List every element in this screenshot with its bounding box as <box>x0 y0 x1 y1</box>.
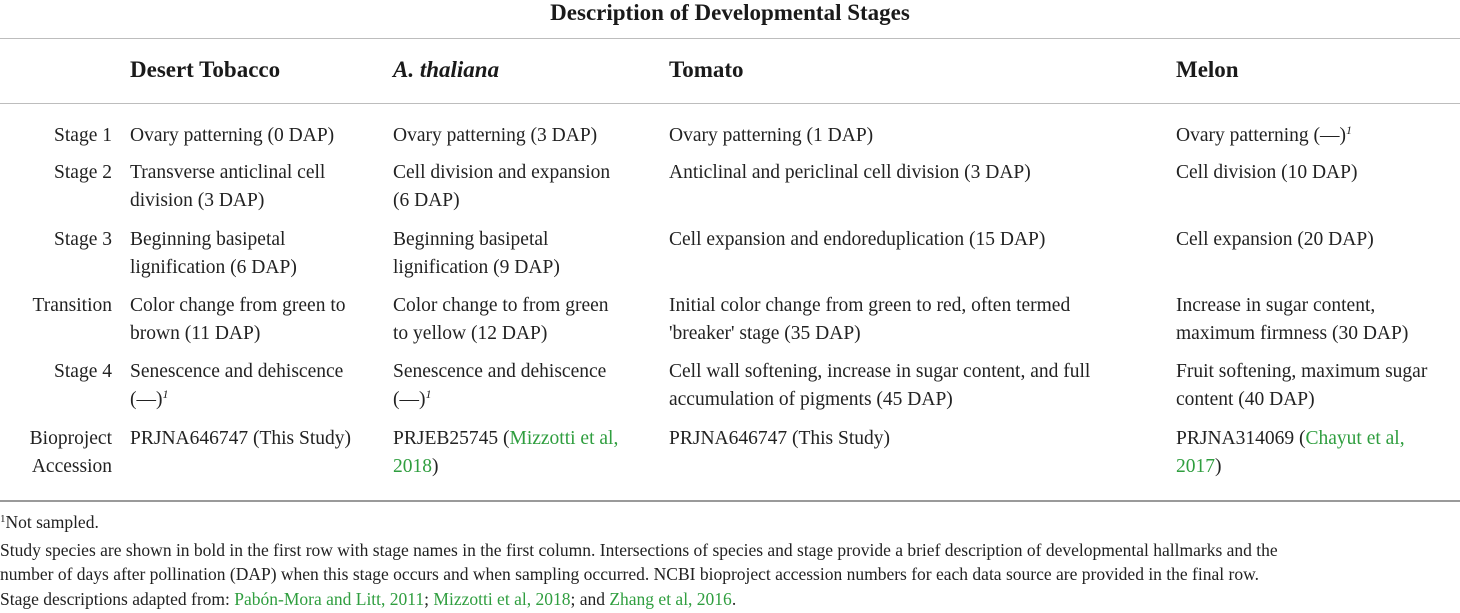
row-transition-label: Transition <box>32 295 112 316</box>
citation-link-chayut-year[interactable]: 2017 <box>1176 456 1215 477</box>
table-description-line-1: Study species are shown in bold in the first row with stage names in the first column. Intersections of species and stage provide a brief description of developmental hallmarks and the <box>0 540 1278 560</box>
header-a-thaliana: A. thaliana <box>393 57 500 82</box>
row-transition-desert-tobacco: Color change from green to brown (11 DAP) <box>130 295 346 344</box>
citation-link-chayut[interactable]: Chayut et al, <box>1305 428 1405 449</box>
row-stage-3-desert-tobacco: Beginning basipetal lignification (6 DAP) <box>130 229 297 278</box>
row-stage-3-a-thaliana: Beginning basipetal lignification (9 DAP) <box>393 229 560 278</box>
row-stage-4-melon: Fruit softening, maximum sugar content (40 DAP) <box>1176 361 1428 410</box>
row-bioproject-a-thaliana: PRJEB25745 (Mizzotti et al, 2018) <box>393 428 619 477</box>
row-stage-2-label: Stage 2 <box>54 162 112 183</box>
row-stage-2-desert-tobacco: Transverse anticlinal cell division (3 DAP) <box>130 162 326 211</box>
row-bioproject-label: Bioproject Accession <box>29 428 112 477</box>
footnote-marker: 1 <box>162 387 169 401</box>
header-melon: Melon <box>1176 57 1239 82</box>
row-stage-3-tomato: Cell expansion and endoreduplication (15 DAP) <box>669 229 1046 250</box>
citation-link-mizzotti-year[interactable]: 2018 <box>393 456 432 477</box>
footnote-marker: 1 <box>425 387 432 401</box>
row-stage-1-label: Stage 1 <box>54 125 112 146</box>
row-stage-1-melon: Ovary patterning (—)$^1$ <box>1176 123 1353 146</box>
row-stage-4-a-thaliana: Senescence and dehiscence (—)$^1$ <box>393 361 607 410</box>
row-transition-melon: Increase in sugar content, maximum firmness (30 DAP) <box>1176 295 1409 344</box>
header-rule <box>0 103 1460 104</box>
row-stage-1-desert-tobacco: Ovary patterning (0 DAP) <box>130 125 335 146</box>
row-stage-3-label: Stage 3 <box>54 229 112 250</box>
table-caption: Description of Developmental Stages <box>550 0 910 25</box>
citation-link-pabon-mora[interactable]: Pabón-Mora and Litt, 2011 <box>234 589 425 609</box>
stage-descriptions-source: Stage descriptions adapted from: Pabón-Mora and Litt, 2011; Mizzotti et al, 2018; and Zhang et al, 2016. <box>0 589 737 609</box>
top-rule <box>0 38 1460 39</box>
footnote-not-sampled: $^1$Not sampled. <box>0 512 99 532</box>
row-stage-4-label: Stage 4 <box>54 361 112 382</box>
row-stage-4-desert-tobacco: Senescence and dehiscence (—)$^1$ <box>130 361 344 410</box>
footnote-marker: 1 <box>1346 123 1353 137</box>
row-transition-tomato: Initial color change from green to red, often termed 'breaker' stage (35 DAP) <box>669 295 1071 344</box>
header-tomato: Tomato <box>669 57 744 82</box>
bottom-rule <box>0 500 1460 502</box>
row-bioproject-melon: PRJNA314069 (Chayut et al, 2017) <box>1176 428 1405 477</box>
row-bioproject-desert-tobacco: PRJNA646747 (This Study) <box>130 428 352 449</box>
row-bioproject-tomato: PRJNA646747 (This Study) <box>669 428 891 449</box>
row-stage-3-melon: Cell expansion (20 DAP) <box>1176 229 1374 250</box>
citation-link-mizzotti[interactable]: Mizzotti et al, <box>509 428 619 449</box>
row-stage-1-a-thaliana: Ovary patterning (3 DAP) <box>393 125 598 146</box>
row-stage-1-tomato: Ovary patterning (1 DAP) <box>669 125 874 146</box>
citation-link-zhang[interactable]: Zhang et al, 2016 <box>609 589 732 609</box>
row-stage-4-tomato: Cell wall softening, increase in sugar content, and full accumulation of pigments (45 DAP) <box>669 361 1091 410</box>
table-description-line-2: number of days after pollination (DAP) when this stage occurs and when sampling occurred. NCBI bioproject accession numbers for each data source are provided in the final row. <box>0 564 1259 584</box>
row-stage-2-tomato: Anticlinal and periclinal cell division (3 DAP) <box>669 162 1031 183</box>
header-desert-tobacco: Desert Tobacco <box>130 57 281 82</box>
citation-link-mizzotti-2018[interactable]: Mizzotti et al, 2018 <box>433 589 571 609</box>
row-stage-2-melon: Cell division (10 DAP) <box>1176 162 1358 183</box>
row-stage-2-a-thaliana: Cell division and expansion (6 DAP) <box>393 162 611 211</box>
row-transition-a-thaliana: Color change to from green to yellow (12 DAP) <box>393 295 609 344</box>
